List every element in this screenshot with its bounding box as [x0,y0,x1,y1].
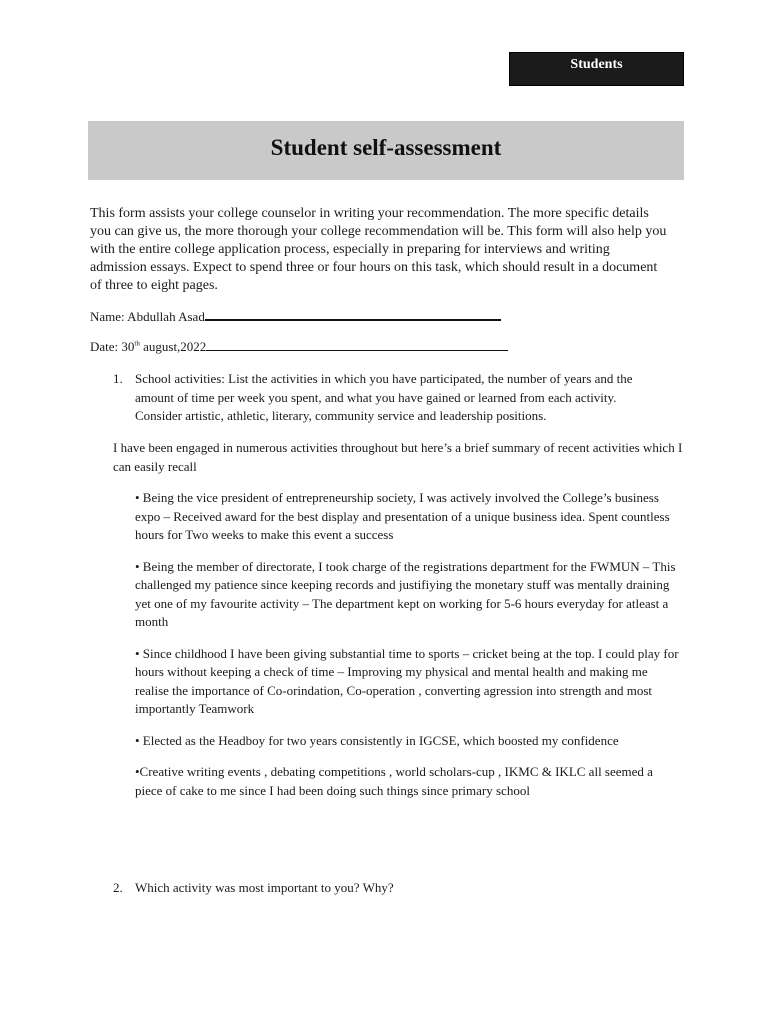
activity-list [135,489,680,813]
title-band [88,121,684,180]
question-1-text: School activities: List the activities in which you have participated, the number of years and the amount of time per week you spent, and what you have gained or learned from each activity. Consider artistic, athletic, literary, community service and leadership positions. [135,371,633,423]
question-1-number: 1. [113,371,123,386]
list-item: • Since childhood I have been giving substantial time to sports – cricket being at the top. I could play for hours without keeping a check of time – Improving my physical and mental health and making me realise the importance of Co-orindation, Co-operation , converting agression into strength and most importantly Teamwork [135,645,679,716]
page-title: Student self-assessment [270,134,502,160]
question-2-text: Which activity was most important to you? Why? [135,880,394,895]
question-2 [113,879,665,898]
question-1 [113,370,665,426]
students-badge-label: Students [570,57,623,72]
list-item: • Being the member of directorate, I took charge of the registrations department for the FWMUN – This challenged my patience since keeping records and justifiying the monetary stuff was mentally draining yet one of my favourite activity – The department kept on working for 5-6 hours everyday for atleast a month [135,558,676,629]
date-field-line[interactable] [206,338,508,351]
question-2-number: 2. [113,880,123,895]
list-item: •Creative writing events , debating competitions , world scholars-cup , IKMC & IKLC all seemed a piece of cake to me since I had been doing such things since primary school [135,764,653,798]
date-field-superscript: th [134,339,140,348]
date-field [90,338,508,356]
date-field-suffix: august,2022 [139,339,207,354]
name-field [90,307,501,326]
intro-paragraph: This form assists your college counselor in writing your recommendation. The more specific details you can give us, the more thorough your college recommendation will be. This form will also help you with the entire college application process, especially in preparing for interviews and writing admission essays. Expect to spend three or four hours on this task, which should result in a document of three to eight pages. [90,206,667,293]
name-field-line[interactable] [205,307,501,321]
list-item: • Elected as the Headboy for two years consistently in IGCSE, which boosted my confidence [135,732,619,748]
answer-intro: I have been engaged in numerous activities throughout but here’s a brief summary of recent activities which I can easily recall [113,440,683,474]
date-field-prefix: Date: 30 [90,339,135,354]
name-field-label: Name: Abdullah Asad [90,309,205,324]
students-badge [509,52,684,86]
list-item: • Being the vice president of entrepreneurship society, I was actively involved the College’s business expo – Received award for the best display and presentation of a unique business idea. Spent countless hours for Two weeks to make this event a success [135,490,670,542]
